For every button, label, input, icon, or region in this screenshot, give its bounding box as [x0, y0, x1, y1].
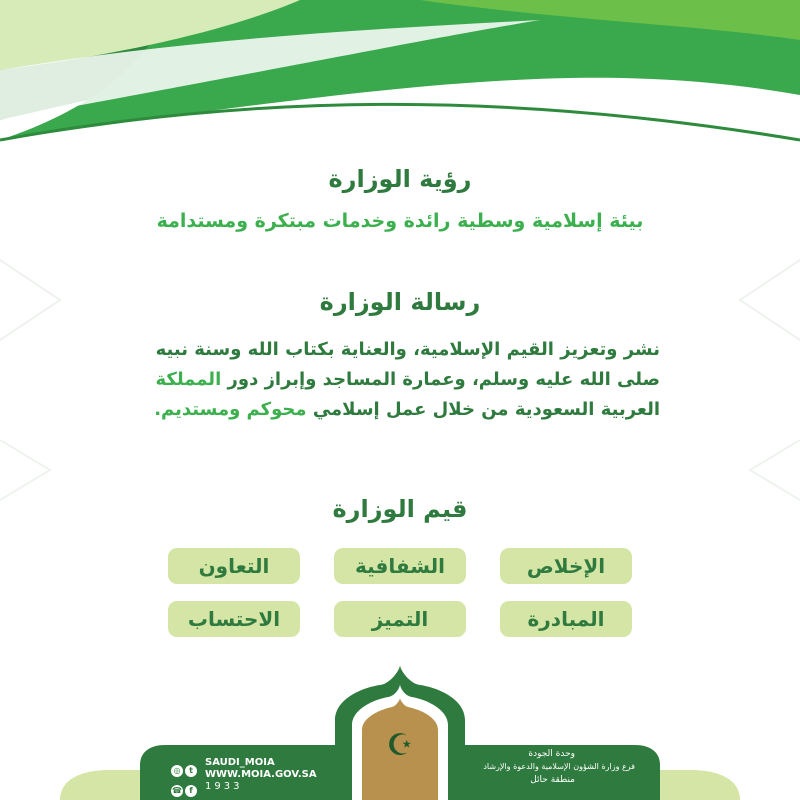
facebook-icon[interactable]: f	[185, 785, 197, 797]
vision-text: بيئة إسلامية وسطية رائدة وخدمات مبتكرة ومستدامة	[156, 210, 644, 232]
twitter-icon[interactable]: t	[185, 765, 197, 777]
footer-branch: فرع وزارة الشؤون الإسلامية والدعوة والإرشاد	[483, 762, 635, 771]
mission-line-3-main: العربية السعودية من خلال عمل إسلامي	[312, 399, 660, 420]
value-pill-ihtisab: الاحتساب	[168, 601, 300, 637]
footer-handle[interactable]: SAUDI_MOIA	[205, 757, 275, 768]
value-pill-excellence: التميز	[334, 601, 466, 637]
mission-line-2-main: صلى الله عليه وسلم، وعمارة المساجد وإبراز دور	[227, 369, 660, 390]
phone-icon[interactable]: ☎	[172, 786, 182, 795]
ministry-emblem-icon: ☪	[386, 728, 414, 763]
mission-line-1: نشر وتعزيز القيم الإسلامية، والعناية بكتاب الله وسنة نبيه	[155, 339, 660, 360]
instagram-icon[interactable]: ◎	[171, 765, 183, 777]
value-pill-initiative: المبادرة	[500, 601, 632, 637]
mission-line-2	[140, 365, 660, 395]
mission-line-3	[140, 395, 660, 425]
footer-region: منطقة حائل	[530, 775, 575, 785]
value-pill-ikhlas: الإخلاص	[500, 548, 632, 584]
footer-unit-name: وحدة الجودة	[528, 749, 575, 759]
mission-title: رسالة الوزارة	[319, 288, 481, 316]
footer-website[interactable]: WWW.MOIA.GOV.SA	[205, 769, 317, 780]
mission-line-3-tail: محوكم ومستديم.	[154, 399, 307, 420]
footer-phone[interactable]: 1933	[205, 781, 243, 792]
social-icons	[170, 758, 202, 798]
vision-title: رؤية الوزارة	[328, 165, 472, 193]
mission-text	[140, 335, 660, 425]
value-pill-cooperation: التعاون	[168, 548, 300, 584]
value-pill-transparency: الشفافية	[334, 548, 466, 584]
mission-line-2-tail: المملكة	[155, 369, 222, 390]
values-title: قيم الوزارة	[332, 495, 468, 523]
